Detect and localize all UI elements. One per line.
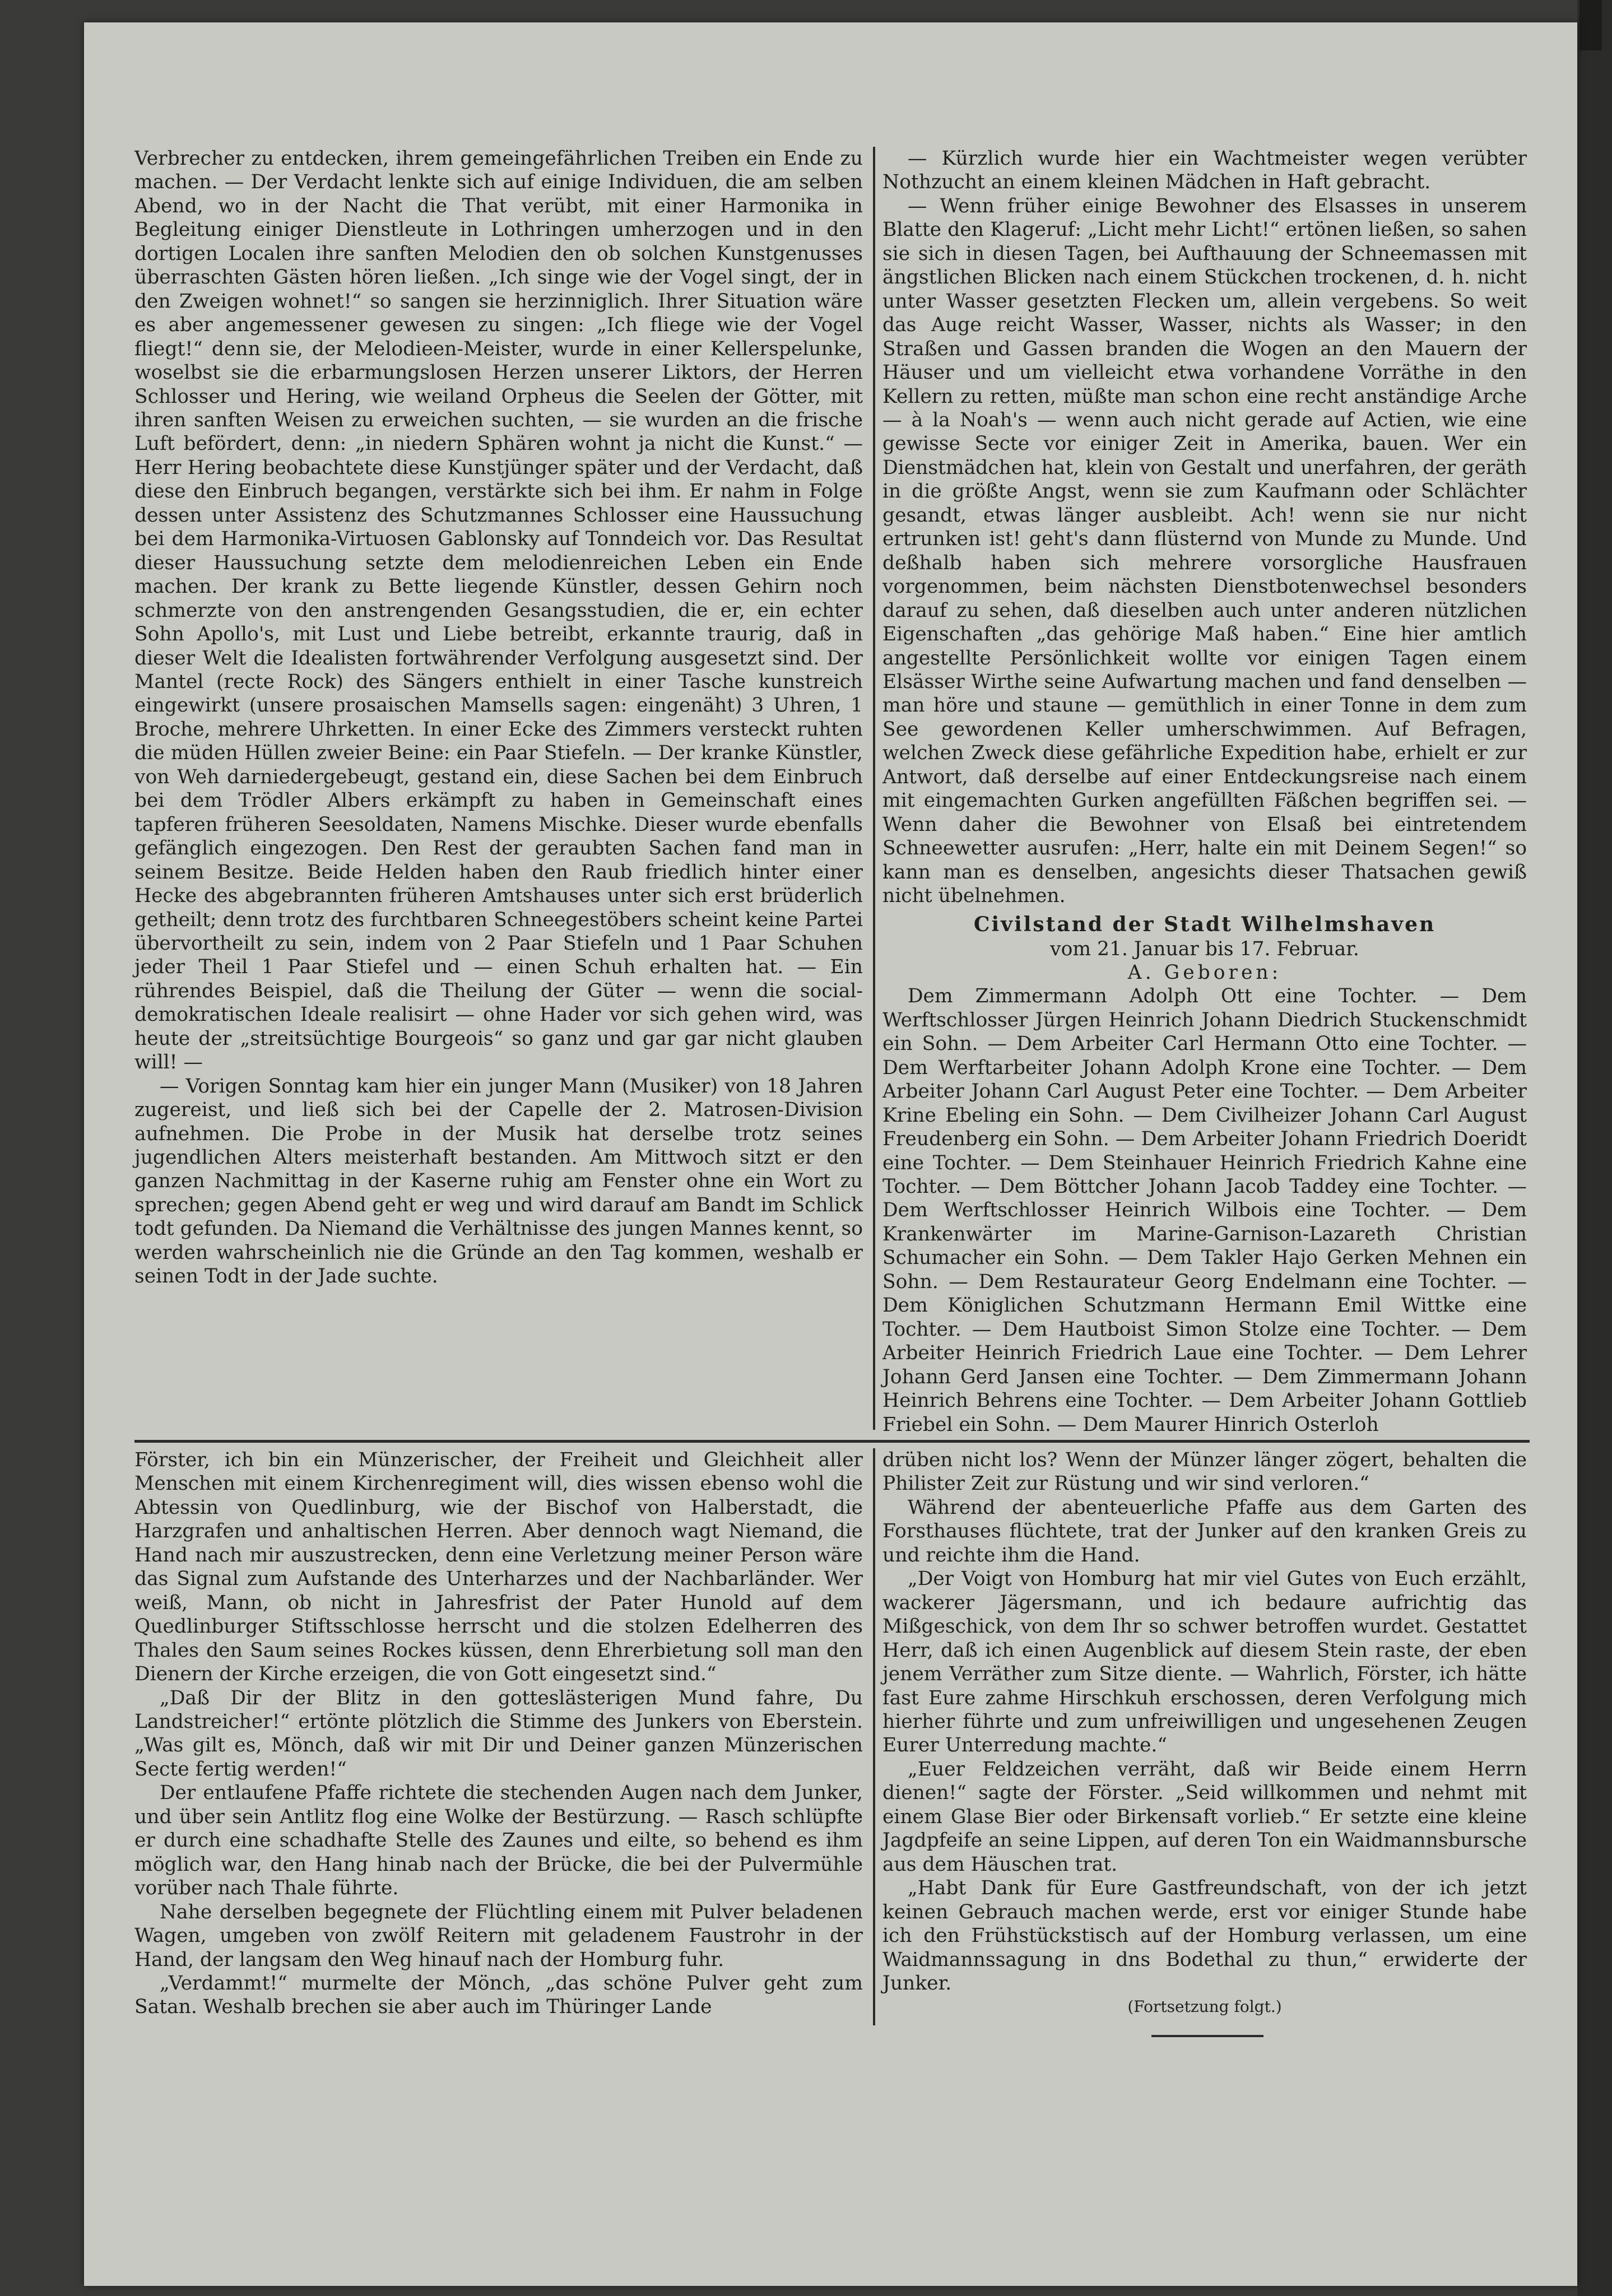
column-top-left <box>134 147 863 1289</box>
story-paragraph: Nahe derselben begegnete der Flüchtling einem mit Pulver beladenen Wagen, umgeben von zwölf Reitern mit geladenem Faustrohr in der Hand, der langsam den Weg hinauf nach der Homburg fuhr. <box>134 1900 863 1971</box>
continuation-note: (Fortsetzung folgt.) <box>1127 1997 1282 2016</box>
story-paragraph: Förster, ich bin ein Münzerischer, der Freiheit und Gleichheit aller Menschen mit einem Kirchenregiment will, dies wissen ebenso wohl die Abtessin von Quedlinburg, wie der Bischof von Halberstadt, die Harzgrafen und anhaltischen Herren. Aber dennoch wagt Niemand, die Hand nach mir auszustrecken, denn eine Verletzung meiner Person wäre das Signal zum Aufstande des Unterharzes und der Nachbarländer. Wer weiß, Mann, ob nicht in Jahresfrist der Pater Hunold auf dem Quedlinburger Stiftsschlosse herrscht und die stolzen Edelherren des Thales den Saum seines Rockes küssen, denn Ehrerbietung soll man den Dienern der Kirche erzeigen, die von Gott eingesetzt sind.“ <box>134 1449 863 1686</box>
scan-edge-strip <box>1577 0 1612 2296</box>
column-top-right <box>882 147 1527 1437</box>
column-bottom-right <box>882 1448 1527 2019</box>
end-rule <box>1151 2035 1263 2037</box>
column-divider-bottom <box>873 1448 875 2025</box>
story-paragraph: „Der Voigt von Homburg hat mir viel Gutes von Euch erzählt, wackerer Jägersmann, und ich bedaure aufrichtig das Mißgeschick, von dem Ihr so schwer betroffen wurdet. Gestattet Herr, daß ich einen Augenblick auf diesem Stein raste, der eben jenem Verräther zum Sitze diente. — Wahrlich, Förster, ich hätte fast Eure zahme Hirschkuh erschossen, deren Verfolgung mich hierher führte und zum unfreiwilligen und ungesehenen Zeugen Eurer Unterredung machte.“ <box>882 1568 1527 1757</box>
civil-registry-births: Dem Zimmermann Adolph Ott eine Tochter. — Dem Werftschlosser Jürgen Heinrich Johann Diedrich Stuckenschmidt ein Sohn. — Dem Arbeiter Carl Hermann Otto eine Tochter. — Dem Werftarbeiter Johann Adolph Krone eine Tochter. — Dem Arbeiter Johann Carl August Peter eine Tochter. — Dem Arbeiter Krine Ebeling ein Sohn. — Dem Civilheizer Johann Carl August Freudenberg ein Sohn. — Dem Arbeiter Johann Friedrich Doeridt eine Tochter. — Dem Steinhauer Heinrich Friedrich Kahne eine Tochter. — Dem Böttcher Johann Jacob Taddey eine Tochter. — Dem Werftschlosser Heinrich Wilbois eine Tochter. — Dem Krankenwärter im Marine-Garnison-Lazareth Christian Schumacher ein Sohn. — Dem Takler Hajo Gerken Mehnen ein Sohn. — Dem Restaurateur Georg Endelmann eine Tochter. — Dem Königlichen Schutzmann Hermann Emil Wittke eine Tochter. — Dem Hautboist Simon Stolze eine Tochter. — Dem Arbeiter Heinrich Friedrich Laue eine Tochter. — Dem Lehrer Johann Gerd Jansen eine Tochter. — Dem Zimmermann Johann Heinrich Behrens eine Tochter. — Dem Arbeiter Johann Gottlieb Friebel ein Sohn. — Dem Maurer Hinrich Osterloh <box>882 985 1527 1436</box>
story-paragraph: Der entlaufene Pfaffe richtete die stechenden Augen nach dem Junker, und über sein Antlitz flog eine Wolke der Bestürzung. — Rasch schlüpfte er durch eine schadhafte Stelle des Zaunes und eilte, so behend es ihm möglich war, den Hang hinab nach der Brücke, die bei der Pulvermühle vorüber nach Thale führte. <box>134 1782 863 1900</box>
story-paragraph: „Euer Feldzeichen verräht, daß wir Beide einem Herrn dienen!“ sagte der Förster. „Seid willkommen und nehmt mit einem Glase Bier oder Birkensaft vorlieb.“ Er setzte eine kleine Jagdpfeife an seine Lippen, auf deren Ton ein Waidmannsbursche aus dem Häuschen trat. <box>882 1758 1527 1876</box>
story-paragraph: „Habt Dank für Eure Gastfreundschaft, von der ich jetzt keinen Gebrauch machen werde, erst vor einiger Stunde habe ich den Frühstückstisch auf der Homburg verlassen, um eine Waidmannssagung in dns Bodethal zu thun,“ erwiderte der Junker. <box>882 1877 1527 1995</box>
article-elsass: — Wenn früher einige Bewohner des Elsasses in unserem Blatte den Klageruf: „Licht mehr Licht!“ ertönen ließen, so sahen sie sich in diesen Tagen, bei Aufthauung der Schneemassen mit ängstlichen Blicken nach einem Stückchen trockenen, d. h. nicht unter Wasser gesetzten Flecken um, allein vergebens. So weit das Auge reicht Wasser, Wasser, nichts als Wasser; in den Straßen und Gassen branden die Wogen an den Mauern der Häuser und um vielleicht etwa vorhandene Vorräthe in den Kellern zu retten, müßte man schon eine recht anständige Arche — à la Noah's — wenn auch nicht gerade auf Actien, wie eine gewisse Secte vor einiger Zeit in Amerika, bauen. Wer ein Dienstmädchen hat, klein von Gestalt und unerfahren, der geräth in die größte Angst, wenn sie zum Kaufmann oder Schlächter gesandt, etwas länger ausbleibt. Ach! wenn sie nur nicht ertrunken ist! geht's dann flüsternd von Munde zu Munde. Und deßhalb haben sich mehrere vorsorgliche Hausfrauen vorgenommen, beim nächsten Dienstbotenwechsel besonders darauf zu sehen, daß dieselben auch unter anderen nützlichen Eigenschaften „das gehörige Maß haben.“ Eine hier amtlich angestellte Persönlichkeit wollte vor einigen Tagen einem Elsässer Wirthe seine Aufwartung machen und fand denselben — man höre und staune — gemüthlich in einer Tonne in dem zum See gewordenen Keller umherschwimmen. Auf Befragen, welchen Zweck diese gefährliche Expedition habe, erhielt er zur Antwort, daß derselbe auf einer Entdeckungsreise nach einem mit eingemachten Gurken angefüllten Fäßchen begriffen sei. — Wenn daher die Bewohner von Elsaß bei eintretendem Schneewetter ausrufen: „Herr, halte ein mit Deinem Segen!“ so kann man es denselben, angesichts dieser Thatsachen gewiß nicht übelnehmen. <box>882 194 1527 908</box>
column-divider-top <box>873 147 875 1430</box>
column-bottom-left <box>134 1448 863 2019</box>
civil-registry-period: vom 21. Januar bis 17. Februar. <box>1050 937 1359 960</box>
scan-mark <box>1580 0 1602 50</box>
civil-registry-heading: Civilstand der Stadt Wilhelmshaven <box>973 912 1436 936</box>
story-paragraph: „Verdammt!“ murmelte der Mönch, „das schöne Pulver geht zum Satan. Weshalb brechen sie aber auch im Thüringer Lande <box>134 1972 863 2019</box>
article-burglary: Verbrecher zu entdecken, ihrem gemeingefährlichen Treiben ein Ende zu machen. — Der Verdacht lenkte sich auf einige Individuen, die am selben Abend, wo in der Nacht die That verübt, mit einer Harmonika in Begleitung einiger Dienstleute in Lothringen umherzogen und in den dortigen Localen ihre sanften Melodien den ob solchen Kunstgenusses überraschten Gästen hören ließen. „Ich singe wie der Vogel singt, der in den Zweigen wohnet!“ so sangen sie herzinniglich. Ihrer Situation wäre es aber angemessener gewesen zu singen: „Ich fliege wie der Vogel fliegt!“ denn sie, der Melodieen-Meister, wurde in einer Kellerspelunke, woselbst sie die erbarmungslosen Herzen unserer Liktors, der Herren Schlosser und Hering, wie weiland Orpheus die Seelen der Götter, mit ihren sanften Weisen zu erweichen suchten, — sie wurden an die frische Luft befördert, denn: „in niedern Sphären wohnt ja nicht die Kunst.“ — Herr Hering beobachtete diese Kunstjünger später und der Verdacht, daß diese den Einbruch begangen, verstärkte sich bei ihm. Er nahm in Folge dessen unter Assistenz des Schutzmannes Schlosser eine Haussuchung bei dem Harmonika-Virtuosen Gablonsky auf Tonndeich vor. Das Resultat dieser Haussuchung setzte dem melodienreichen Leben ein Ende machen. Der krank zu Bette liegende Künstler, dessen Gehirn noch schmerzte von den anstrengenden Gesangsstudien, die er, ein echter Sohn Apollo's, mit Lust und Liebe betreibt, erkannte traurig, daß in dieser Welt die Idealisten fortwährender Verfolgung ausgesetzt sind. Der Mantel (recte Rock) des Sängers enthielt in einer Tasche kunstreich eingewirkt (unsere prosaischen Mamsells sagen: eingenäht) 3 Uhren, 1 Broche, mehrere Uhrketten. In einer Ecke des Zimmers versteckt ruhten die müden Hüllen zweier Beine: ein Paar Stiefeln. — Der kranke Künstler, von Weh darniedergebeugt, gestand ein, diese Sachen bei dem Einbruch bei dem Trödler Albers erkämpft zu haben in Gemeinschaft eines tapferen früheren Seesoldaten, Namens Mischke. Dieser wurde ebenfalls gefänglich eingezogen. Den Rest der geraubten Sachen fand man in seinem Besitze. Beide Helden haben den Raub friedlich hinter einer Hecke des abgebrannten früheren Amtshauses unter sich erst brüderlich getheilt; denn trotz des furchtbaren Schneegestöbers scheint keine Partei übervortheilt zu sein, indem von 2 Paar Stiefeln und 1 Paar Schuhen jeder Theil 1 Paar Stiefel und — einen Schuh erhalten hat. — Ein rührendes Beispiel, daß die Theilung der Güter — wenn die social-demokratischen Ideale realisirt — ohne Hader vor sich gehen wird, was heute der „streitsüchtige Bourgeois“ so ganz und gar gar nicht glauben will! — <box>134 147 863 1074</box>
civil-registry-section: A. Geboren: <box>1127 961 1282 984</box>
article-musician: — Vorigen Sonntag kam hier ein junger Mann (Musiker) von 18 Jahren zugereist, und ließ sich bei der Capelle der 2. Matrosen-Division aufnehmen. Die Probe in der Musik hat derselbe trotz seines jugendlichen Alters meisterhaft bestanden. Am Mittwoch sitzt er den ganzen Nachmittag in der Kaserne ruhig am Fenster ohne ein Wort zu sprechen; gegen Abend geht er weg und wird darauf am Bandt im Schlick todt gefunden. Da Niemand die Verhältnisse des jungen Mannes kennt, so werden wahrscheinlich nie die Gründe an den Tag kommen, weshalb er seinen Todt in der Jade suchte. <box>134 1075 863 1288</box>
story-paragraph: „Daß Dir der Blitz in den gotteslästerigen Mund fahre, Du Landstreicher!“ ertönte plötzlich die Stimme des Junkers von Eberstein. „Was gilt es, Mönch, daß wir mit Dir und Deiner ganzen Münzerischen Secte fertig werden!“ <box>134 1686 863 1781</box>
article-wachtmeister: — Kürzlich wurde hier ein Wachtmeister wegen verübter Nothzucht an einem kleinen Mädchen in Haft gebracht. <box>882 147 1527 194</box>
story-paragraph: Während der abenteuerliche Pfaffe aus dem Garten des Forsthauses flüchtete, trat der Junker auf den kranken Greis zu und reichte ihm die Hand. <box>882 1496 1527 1567</box>
story-paragraph: drüben nicht los? Wenn der Münzer länger zögert, behalten die Philister Zeit zur Rüstung und wir sind verloren.“ <box>882 1449 1527 1495</box>
section-divider <box>134 1440 1530 1443</box>
